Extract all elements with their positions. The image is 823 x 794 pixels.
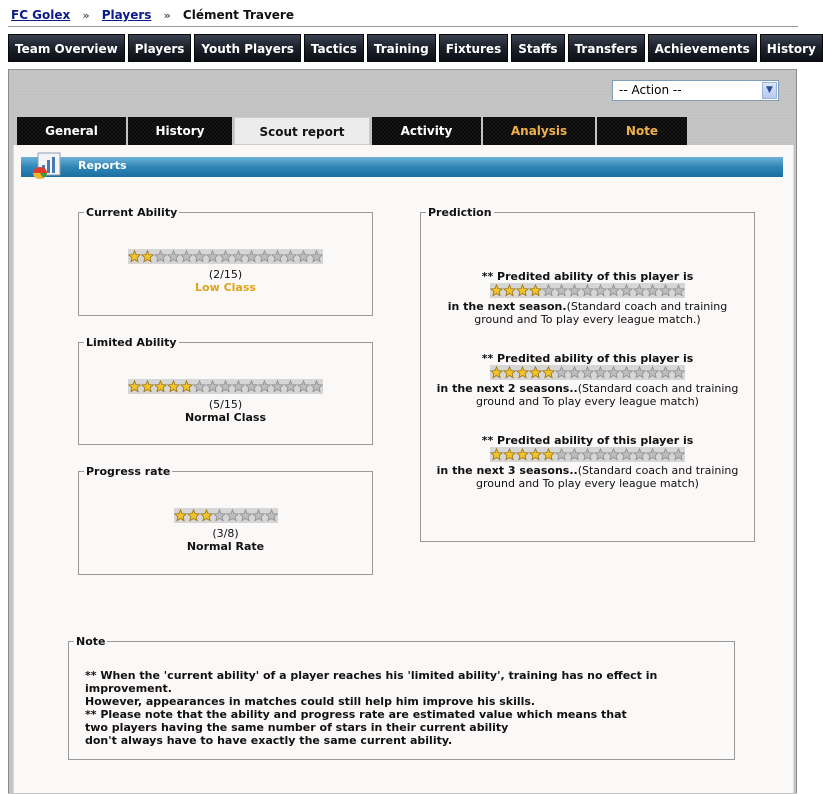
star-filled-icon: [529, 284, 542, 297]
star-filled-icon: [200, 509, 213, 522]
action-select[interactable]: [612, 80, 779, 101]
star-empty-icon: [219, 380, 232, 393]
limited-ability-class: Normal Class: [184, 411, 267, 424]
star-empty-icon: [607, 284, 620, 297]
star-filled-icon: [128, 380, 141, 393]
note-line: ** Please note that the ability and progress rate are estimated value which means that: [85, 708, 627, 721]
star-filled-icon: [503, 366, 516, 379]
prediction-condition: ground and To play every league match.): [474, 313, 701, 326]
star-filled-icon: [516, 284, 529, 297]
star-empty-icon: [297, 250, 310, 263]
star-empty-icon: [672, 284, 685, 297]
prediction-condition: ground and To play every league match): [476, 477, 699, 490]
limited-ability-box: [78, 336, 373, 445]
star-empty-icon: [284, 250, 297, 263]
star-empty-icon: [232, 380, 245, 393]
star-empty-icon: [633, 284, 646, 297]
nav-fixtures[interactable]: Fixtures: [439, 34, 509, 62]
prediction-legend: Prediction: [428, 206, 492, 219]
current-ability-fraction: (2/15): [208, 268, 243, 281]
star-filled-icon: [167, 380, 180, 393]
panel-edge: [796, 69, 797, 793]
note-paragraph: [85, 669, 734, 708]
nav-team-overview[interactable]: Team Overview: [8, 34, 125, 62]
star-filled-icon: [516, 366, 529, 379]
tab-activity[interactable]: Activity: [372, 117, 481, 145]
star-rating: [490, 283, 685, 298]
star-rating: [128, 249, 323, 264]
current-ability-class: Low Class: [195, 281, 256, 294]
star-empty-icon: [633, 366, 646, 379]
breadcrumb-separator: »: [82, 9, 90, 22]
tab-analysis[interactable]: Analysis: [483, 117, 595, 145]
prediction-item: [421, 352, 754, 408]
star-empty-icon: [659, 366, 672, 379]
star-empty-icon: [310, 250, 323, 263]
reports-header: [21, 157, 783, 177]
prediction-headline: ** Predited ability of this player is: [481, 434, 694, 447]
star-filled-icon: [503, 448, 516, 461]
star-empty-icon: [594, 284, 607, 297]
star-empty-icon: [310, 380, 323, 393]
star-empty-icon: [607, 448, 620, 461]
star-empty-icon: [594, 448, 607, 461]
star-empty-icon: [213, 509, 226, 522]
breadcrumb-player-name: Clément Travere: [182, 8, 294, 22]
progress-rate-fraction: (3/8): [212, 527, 239, 540]
limited-ability-fraction: (5/15): [208, 398, 243, 411]
player-tabs: [17, 117, 687, 145]
nav-transfers[interactable]: Transfers: [568, 34, 645, 62]
tab-scout-report[interactable]: Scout report: [234, 117, 370, 145]
star-empty-icon: [154, 250, 167, 263]
star-empty-icon: [581, 284, 594, 297]
star-empty-icon: [555, 284, 568, 297]
tab-history[interactable]: History: [128, 117, 232, 145]
star-filled-icon: [154, 380, 167, 393]
note-line: two players having the same number of stars in their current ability: [85, 721, 509, 734]
nav-players[interactable]: Players: [128, 34, 192, 62]
star-empty-icon: [568, 366, 581, 379]
star-empty-icon: [555, 366, 568, 379]
nav-achievements[interactable]: Achievements: [648, 34, 757, 62]
tab-note[interactable]: Note: [597, 117, 687, 145]
note-box: [68, 635, 735, 760]
star-filled-icon: [529, 366, 542, 379]
panel-edge: [8, 69, 9, 793]
star-empty-icon: [581, 448, 594, 461]
note-line: ** When the 'current ability' of a player reaches his 'limited ability', training has no effect in improvement.: [85, 669, 658, 695]
prediction-period: in the next 3 seasons..: [436, 464, 578, 477]
star-rating: [128, 379, 323, 394]
note-line: don't always have to have exactly the same current ability.: [85, 734, 453, 747]
note-legend: Note: [76, 635, 106, 648]
star-rating: [174, 508, 278, 523]
star-filled-icon: [180, 380, 193, 393]
star-empty-icon: [297, 380, 310, 393]
limited-ability-legend: Limited Ability: [86, 336, 177, 349]
progress-rate-legend: Progress rate: [86, 465, 171, 478]
action-select-value: -- Action --: [619, 83, 682, 97]
note-line: However, appearances in matches could still help him improve his skills.: [85, 695, 536, 708]
reports-chart-icon: [30, 151, 66, 181]
star-empty-icon: [646, 284, 659, 297]
star-empty-icon: [594, 366, 607, 379]
divider: [8, 26, 798, 27]
star-empty-icon: [258, 250, 271, 263]
star-empty-icon: [659, 448, 672, 461]
prediction-condition: (Standard coach and training: [566, 300, 728, 313]
star-empty-icon: [555, 448, 568, 461]
star-empty-icon: [284, 380, 297, 393]
star-empty-icon: [245, 380, 258, 393]
star-empty-icon: [620, 366, 633, 379]
current-ability-box: [78, 206, 373, 316]
star-empty-icon: [245, 250, 258, 263]
nav-staffs[interactable]: Staffs: [511, 34, 564, 62]
progress-rate-box: [78, 465, 373, 575]
nav-youth-players[interactable]: Youth Players: [194, 34, 301, 62]
star-filled-icon: [542, 448, 555, 461]
star-empty-icon: [620, 448, 633, 461]
star-empty-icon: [672, 448, 685, 461]
prediction-headline: ** Predited ability of this player is: [481, 352, 694, 365]
breadcrumb-club-link[interactable]: FC Golex: [11, 8, 71, 22]
breadcrumb: [11, 8, 294, 22]
prediction-box: [420, 206, 755, 542]
star-filled-icon: [141, 380, 154, 393]
prediction-period: in the next season.: [447, 300, 567, 313]
prediction-item: [421, 434, 754, 490]
star-empty-icon: [252, 509, 265, 522]
star-rating: [490, 365, 685, 380]
star-empty-icon: [232, 250, 245, 263]
star-empty-icon: [607, 366, 620, 379]
nav-tactics[interactable]: Tactics: [304, 34, 364, 62]
star-empty-icon: [180, 250, 193, 263]
star-filled-icon: [529, 448, 542, 461]
star-empty-icon: [219, 250, 232, 263]
star-filled-icon: [128, 250, 141, 263]
star-empty-icon: [258, 380, 271, 393]
star-empty-icon: [206, 380, 219, 393]
star-empty-icon: [568, 284, 581, 297]
prediction-condition: (Standard coach and training: [577, 464, 739, 477]
star-empty-icon: [581, 366, 594, 379]
star-filled-icon: [542, 366, 555, 379]
star-empty-icon: [239, 509, 252, 522]
star-empty-icon: [633, 448, 646, 461]
breadcrumb-players-link[interactable]: Players: [101, 8, 152, 22]
star-empty-icon: [271, 380, 284, 393]
star-rating: [490, 447, 685, 462]
star-filled-icon: [174, 509, 187, 522]
tab-general[interactable]: General: [17, 117, 126, 145]
star-empty-icon: [265, 509, 278, 522]
star-empty-icon: [542, 284, 555, 297]
breadcrumb-separator: »: [163, 9, 171, 22]
star-empty-icon: [271, 250, 284, 263]
star-filled-icon: [141, 250, 154, 263]
prediction-item: [421, 270, 754, 326]
prediction-period: in the next 2 seasons..: [436, 382, 578, 395]
star-empty-icon: [646, 366, 659, 379]
current-ability-legend: Current Ability: [86, 206, 178, 219]
prediction-headline: ** Predited ability of this player is: [481, 270, 694, 283]
chevron-down-icon[interactable]: ▼: [762, 82, 777, 99]
note-paragraph: [85, 708, 627, 747]
star-empty-icon: [659, 284, 672, 297]
star-empty-icon: [672, 366, 685, 379]
star-filled-icon: [187, 509, 200, 522]
star-empty-icon: [193, 250, 206, 263]
prediction-condition: (Standard coach and training: [577, 382, 739, 395]
star-empty-icon: [167, 250, 180, 263]
star-filled-icon: [516, 448, 529, 461]
star-empty-icon: [226, 509, 239, 522]
star-empty-icon: [568, 448, 581, 461]
nav-history[interactable]: History: [760, 34, 823, 62]
progress-rate-class: Normal Rate: [186, 540, 265, 553]
main-nav: [8, 34, 823, 64]
star-filled-icon: [503, 284, 516, 297]
section-title: Reports: [78, 159, 127, 172]
prediction-condition: ground and To play every league match): [476, 395, 699, 408]
star-filled-icon: [490, 448, 503, 461]
star-filled-icon: [490, 284, 503, 297]
star-empty-icon: [206, 250, 219, 263]
star-empty-icon: [620, 284, 633, 297]
nav-training[interactable]: Training: [367, 34, 436, 62]
star-filled-icon: [490, 366, 503, 379]
star-empty-icon: [193, 380, 206, 393]
star-empty-icon: [646, 448, 659, 461]
